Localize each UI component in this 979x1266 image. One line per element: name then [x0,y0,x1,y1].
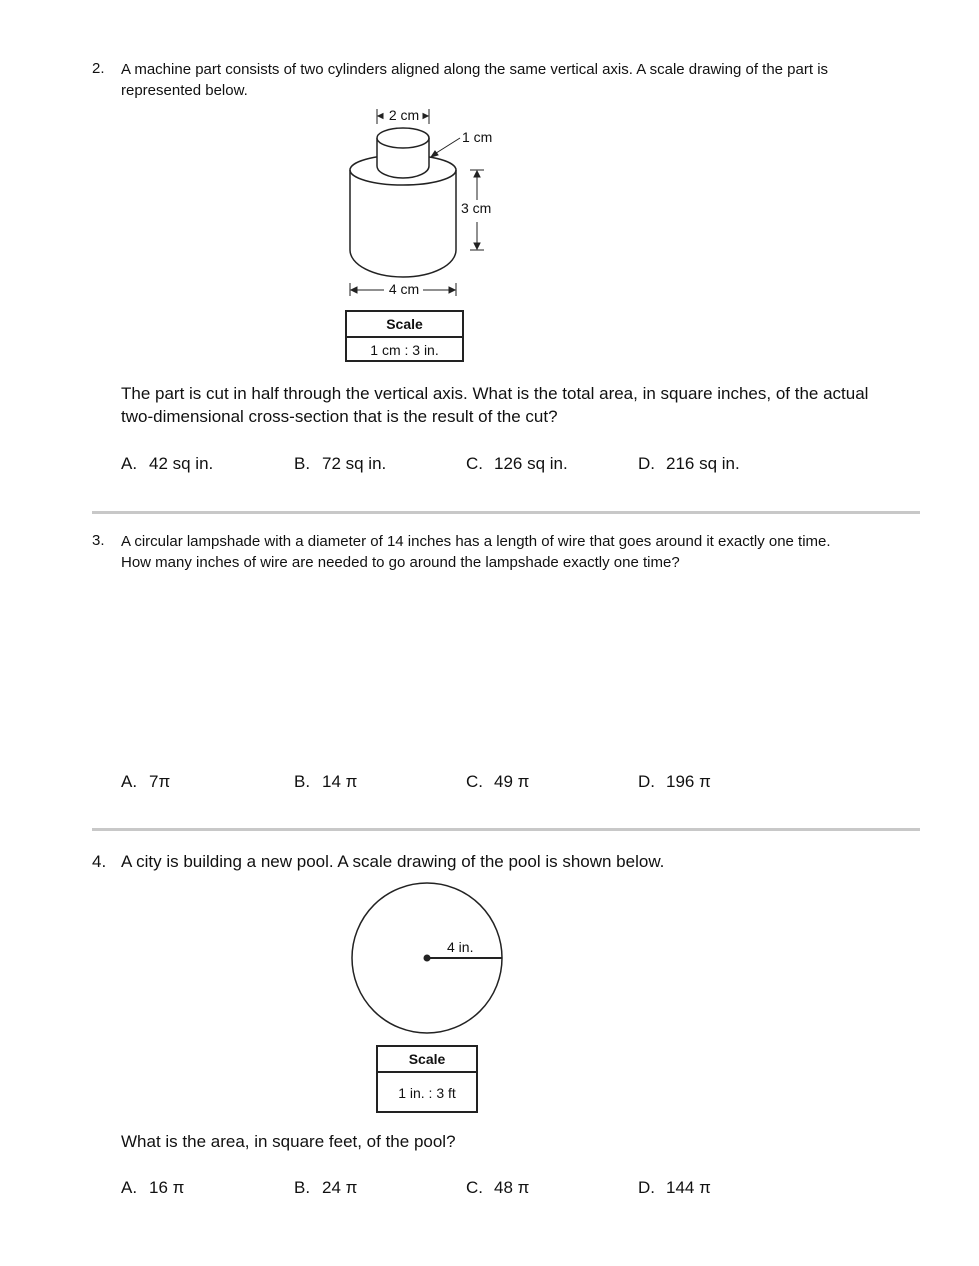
q3-text-line2: How many inches of wire are needed to go around the lampshade exactly one time? [121,554,680,571]
center-point [424,955,431,962]
top-width-label: 2 cm [388,107,420,123]
q2-choice-b[interactable]: B. 72 sq in. [294,454,387,473]
q2-prompt [121,382,941,428]
q2-scale-box [345,310,464,362]
q3-choice-d[interactable]: D. 196 π [638,772,711,791]
q2-question-text [121,59,921,101]
q3-number: 3. [92,532,105,549]
q2-choice-a[interactable]: A. 42 sq in. [121,454,214,473]
q4-prompt: What is the area, in square feet, of the pool? [121,1132,456,1151]
bottom-height-label: 3 cm [461,200,492,216]
section-divider [92,828,920,831]
top-height-label: 1 cm [462,129,493,145]
q2-scale-value: 1 cm : 3 in. [370,342,439,358]
q2-choice-c[interactable]: C. 126 sq in. [466,454,568,473]
radius-label: 4 in. [447,939,474,955]
q4-scale-value: 1 in. : 3 ft [398,1085,456,1101]
q2-prompt-line2: two-dimensional cross-section that is the result of the cut? [121,407,558,426]
q2-choice-d[interactable]: D. 216 sq in. [638,454,740,473]
section-divider [92,511,920,514]
q3-choice-a[interactable]: A. 7π [121,772,171,791]
q3-choice-b[interactable]: B. 14 π [294,772,358,791]
q4-choice-a[interactable]: A. 16 π [121,1178,185,1197]
pool-circle-diagram [345,878,510,1038]
q4-choice-d[interactable]: D. 144 π [638,1178,711,1197]
q2-number: 2. [92,60,105,77]
q4-number: 4. [92,852,107,871]
q4-choice-b[interactable]: B. 24 π [294,1178,358,1197]
q4-choice-c[interactable]: C. 48 π [466,1178,530,1197]
q2-scale-title: Scale [347,312,462,338]
q2-prompt-line1: The part is cut in half through the vertical axis. What is the total area, in square inches, of the actual [121,384,869,403]
q3-choice-c[interactable]: C. 49 π [466,772,530,791]
q4-question-text: A city is building a new pool. A scale drawing of the pool is shown below. [121,852,665,871]
q4-scale-box [376,1045,478,1113]
q4-scale-title: Scale [378,1047,476,1073]
bottom-width-label: 4 cm [388,281,420,297]
bottom-cylinder-body [350,170,456,277]
q2-text-line1: A machine part consists of two cylinders aligned along the same vertical axis. A scale drawing of the part is [121,61,829,78]
q3-text-line1: A circular lampshade with a diameter of 14 inches has a length of wire that goes around it exactly one time. [121,533,831,550]
q2-text-line2: represented below. [121,82,248,99]
top-cylinder-top-ellipse [377,128,429,148]
q3-question-text [121,531,921,573]
